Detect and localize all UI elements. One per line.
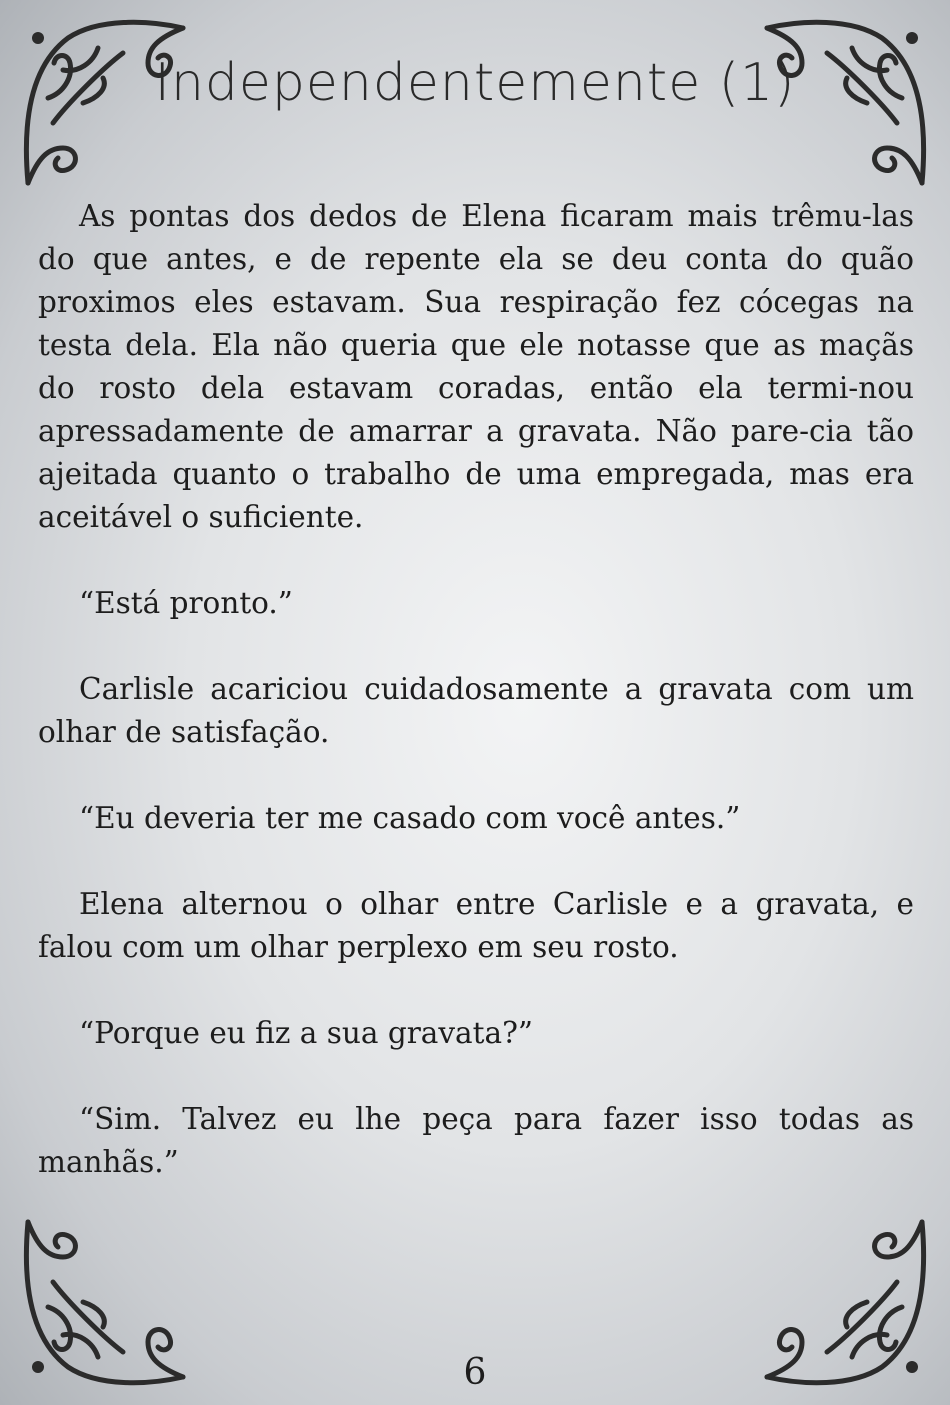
page-title: Independentemente (1) bbox=[154, 52, 796, 113]
paragraph: “Está pronto.” bbox=[79, 586, 293, 620]
paragraph: Elena alternou o olhar entre Carlisle e a gravata, e falou com um olhar perplexo em seu rosto. bbox=[38, 887, 914, 964]
paragraph: Carlisle acariciou cuidadosamente a gravata com um olhar de satisfação. bbox=[38, 672, 914, 749]
paragraph: “Porque eu fiz a sua gravata?” bbox=[79, 1016, 533, 1050]
paragraph: “Eu deveria ter me casado com você antes.” bbox=[79, 801, 741, 835]
paragraph: As pontas dos dedos de Elena ficaram mais trêmu-las do que antes, e de repente ela se deu conta do quão proximos eles estavam. Sua respiração fez cócegas na testa dela. Ela não queria que ele notasse que as maçãs do rosto dela estavam coradas, então ela termi-nou apressadamente de amarrar a gravata. Não pare-cia tão ajeitada quanto o trabalho de uma empregada, mas era aceitável o suficiente. bbox=[38, 199, 914, 534]
paragraph: “Sim. Talvez eu lhe peça para fazer isso todas as manhãs.” bbox=[38, 1102, 914, 1179]
page-number: 6 bbox=[463, 1352, 487, 1393]
story-text bbox=[38, 195, 914, 1227]
